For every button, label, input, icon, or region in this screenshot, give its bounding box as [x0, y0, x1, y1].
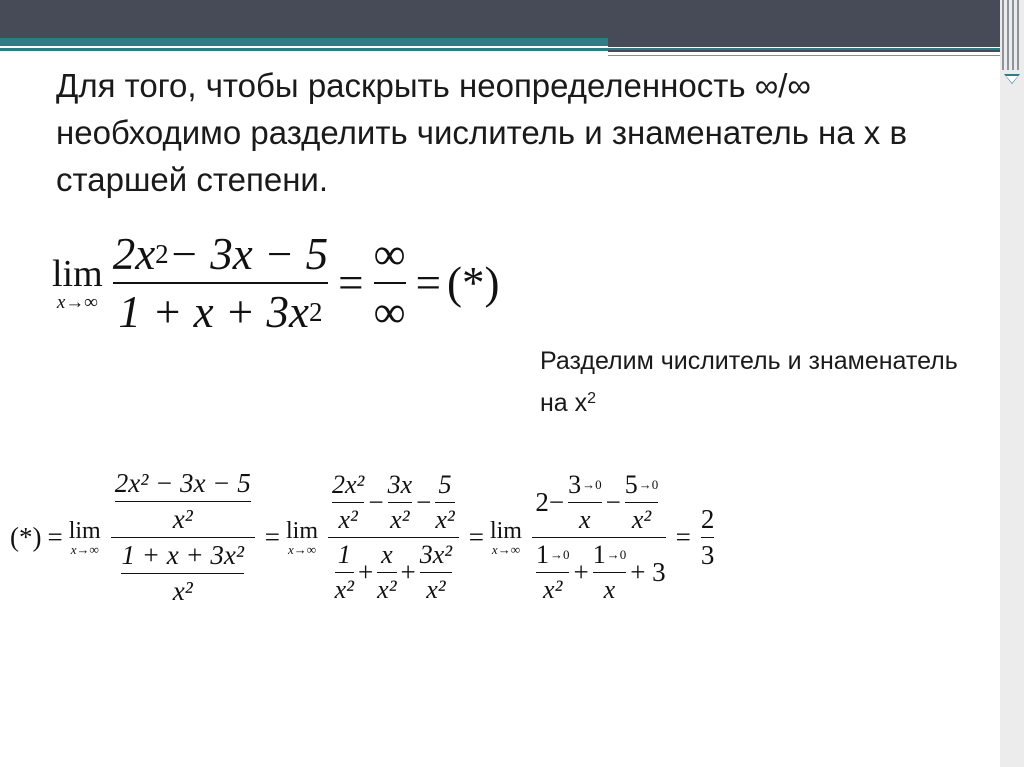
inner-num: 2x² − 3x − 5 — [114, 468, 251, 498]
divide-note — [540, 340, 960, 424]
triangle-marker-inner — [1006, 76, 1018, 83]
den-power: 2 — [309, 296, 323, 327]
step1-numerator — [111, 468, 255, 535]
step3-denominator — [532, 540, 666, 605]
plus-sign: + — [400, 557, 416, 587]
term: x² — [543, 575, 563, 604]
limit-operator — [490, 519, 522, 556]
fraction-bar — [111, 537, 255, 538]
term: x² — [631, 505, 652, 534]
side-stripe — [1002, 0, 1004, 70]
fraction-bar — [532, 537, 666, 538]
term: 1 — [337, 540, 351, 569]
fraction-bar — [374, 282, 406, 284]
tends-to-zero: →0 — [582, 477, 602, 492]
lim-word: lim — [68, 518, 101, 544]
tends-to-zero: →0 — [638, 477, 659, 492]
term: 3 — [568, 470, 582, 499]
result-denominator: 3 — [700, 540, 715, 570]
fraction-bar — [701, 537, 715, 538]
term: x² — [338, 505, 358, 534]
star-label: (*) — [447, 258, 500, 308]
equals-sign: = — [264, 522, 280, 552]
side-stripe — [1012, 0, 1014, 70]
term: 3x — [387, 470, 413, 499]
limit-operator — [69, 519, 101, 556]
fraction-bar — [536, 572, 570, 573]
lim-word: lim — [489, 518, 522, 544]
tends-to-zero: →0 — [606, 547, 627, 562]
solution-formula — [10, 468, 718, 607]
minus-sign: − — [368, 487, 384, 517]
fraction-bar — [335, 572, 354, 573]
term: x² — [377, 575, 397, 604]
note-text: Разделим числитель и знаменатель на x — [540, 347, 958, 417]
equals-sign: = — [468, 522, 484, 552]
infinity-den: ∞ — [373, 287, 406, 337]
plus-three: + 3 — [630, 557, 666, 587]
plus-sign: + — [573, 557, 589, 587]
limit-formula — [52, 228, 500, 338]
step1-fraction — [111, 468, 255, 607]
note-power: 2 — [587, 390, 597, 407]
step3-fraction — [532, 470, 666, 605]
fraction-bar — [388, 502, 413, 503]
header-accent-block — [608, 38, 1000, 47]
star-label: (*) — [10, 522, 42, 552]
num-rest: − 3x − 5 — [168, 229, 329, 279]
fraction-bar — [332, 502, 364, 503]
term: x — [603, 575, 616, 604]
fraction-bar — [625, 502, 659, 503]
intro-text: Для того, чтобы раскрыть неопределенность ∞/∞ необходимо разделить числитель и знаменатель на x в старшей степени. — [56, 67, 908, 198]
inner-fraction — [115, 468, 251, 535]
fraction-bar — [115, 501, 251, 502]
fraction-bar — [435, 502, 454, 503]
term: 1 — [535, 540, 549, 569]
step2-denominator — [331, 540, 457, 605]
term: x² — [390, 505, 410, 534]
inner-fraction — [121, 540, 244, 607]
lim-word: lim — [285, 518, 318, 544]
fraction-bar — [568, 502, 602, 503]
limit-operator — [286, 519, 318, 556]
header-accent-line — [608, 50, 1000, 52]
tends-to-zero: →0 — [549, 547, 570, 562]
step3-numerator — [535, 470, 662, 535]
header-dark-bar — [0, 0, 1000, 38]
side-stripe — [1017, 0, 1019, 70]
num-power: 2 — [155, 238, 169, 269]
infinity-fraction — [374, 228, 406, 338]
fraction-bar — [328, 537, 459, 538]
inner-den: x² — [172, 576, 193, 606]
term: 2 — [535, 487, 549, 517]
minus-sign: − — [605, 487, 621, 517]
lim-subscript: x→∞ — [491, 542, 520, 557]
lim-subscript: x→∞ — [56, 291, 98, 313]
result-fraction — [701, 504, 715, 571]
term: 5 — [438, 470, 452, 499]
minus-sign: − — [416, 487, 432, 517]
minus-sign: − — [548, 487, 565, 517]
equals-sign: = — [415, 258, 442, 308]
inner-den: x² — [172, 504, 193, 534]
num-lead: 2x — [112, 229, 156, 279]
term: x — [579, 505, 591, 534]
step2-numerator — [328, 470, 459, 535]
fraction-bar — [420, 572, 452, 573]
slide-side-strip — [1000, 0, 1024, 767]
lim-word: lim — [52, 252, 103, 295]
infinity-num: ∞ — [373, 229, 406, 279]
term: 2x² — [332, 470, 365, 499]
step1-denominator — [117, 540, 248, 607]
inner-num: 1 + x + 3x² — [121, 540, 244, 570]
fraction-bar — [593, 572, 627, 573]
term: x² — [426, 575, 446, 604]
equals-sign: = — [675, 522, 691, 552]
term: x² — [435, 505, 455, 534]
step2-fraction — [328, 470, 459, 605]
equals-sign: = — [47, 522, 63, 552]
term: x — [381, 540, 393, 569]
fraction-bar — [377, 572, 396, 573]
header-accent-line-thin — [608, 55, 1000, 56]
lim-subscript: x→∞ — [287, 542, 317, 557]
limit-operator — [52, 252, 103, 313]
result-numerator: 2 — [700, 504, 715, 534]
fraction-bar — [121, 573, 244, 574]
term: 5 — [624, 470, 638, 499]
side-stripe — [1007, 0, 1009, 70]
denominator — [118, 286, 322, 338]
main-fraction — [113, 228, 328, 338]
den-lead: 1 + x + 3x — [118, 287, 309, 337]
numerator — [113, 228, 328, 280]
fraction-bar — [113, 282, 328, 284]
term: x² — [334, 575, 354, 604]
plus-sign: + — [357, 557, 374, 587]
term: 1 — [592, 540, 606, 569]
lim-subscript: x→∞ — [70, 542, 99, 557]
term: 3x² — [419, 540, 453, 569]
equals-sign: = — [338, 258, 364, 308]
